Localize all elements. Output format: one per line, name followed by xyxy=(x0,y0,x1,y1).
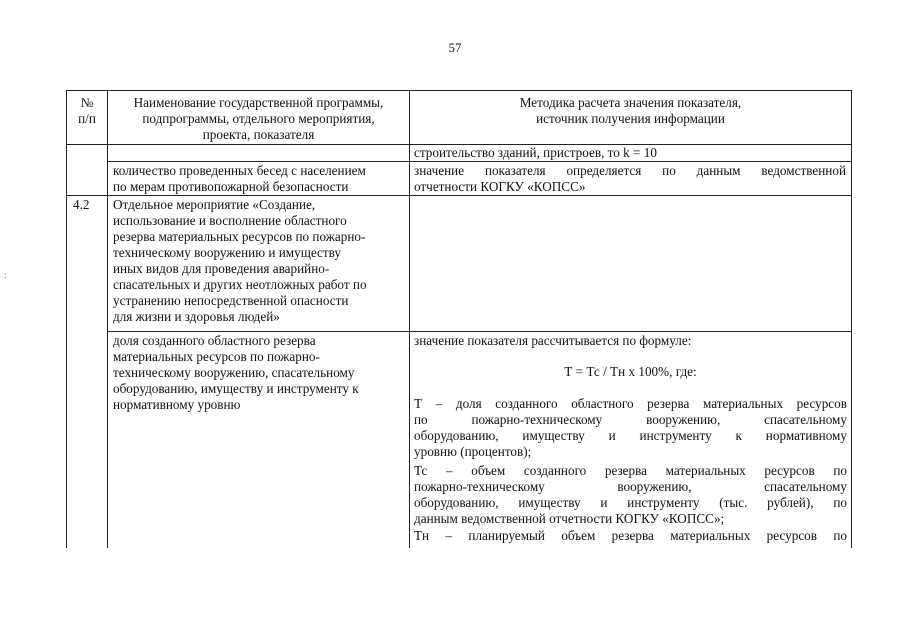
continuation-method-text: строительство зданий, пристроев, то k = 10 xyxy=(414,145,657,160)
header-number-line: п/п xyxy=(78,111,96,126)
talks-method-line: значение показателя определяется по данным ведомственной xyxy=(414,163,846,178)
measure-name-line: Отдельное мероприятие «Создание, xyxy=(113,197,316,212)
definition-tn xyxy=(414,528,847,544)
measure-name xyxy=(113,197,405,325)
table-border-top xyxy=(66,90,852,91)
definition-t-line: оборудованию, имуществу и инструменту к нормативному xyxy=(414,428,847,443)
talks-name-line: количество проведенных бесед с населением xyxy=(113,163,366,178)
row-separator xyxy=(66,195,852,196)
definition-tc-line: пожарно-техническому вооружению, спасательному xyxy=(414,479,847,494)
measure-name-line: техническому вооружению и имуществу xyxy=(113,245,342,260)
table-border-left xyxy=(66,90,67,548)
measure-name-line: спасательных и других неотложных работ по xyxy=(113,277,367,292)
header-method-line: Методика расчета значения показателя, xyxy=(519,95,742,110)
margin-mark: : xyxy=(4,270,7,280)
row-separator xyxy=(108,331,852,332)
header-name-label xyxy=(108,95,409,143)
definition-tn-line: Тн – планируемый объем резерва материальных ресурсов по xyxy=(414,528,847,543)
definition-t xyxy=(414,396,847,460)
definition-t-line: по пожарно-техническому вооружению, спасательному xyxy=(414,412,847,427)
definition-tc-line: Тс – объем созданного резерва материальных ресурсов по xyxy=(414,463,847,478)
talks-method-text xyxy=(414,163,846,195)
definition-tc-line: оборудованию, имуществу и инструменту (тыс. рублей), по xyxy=(414,495,847,510)
header-name-line: Наименование государственной программы, xyxy=(133,95,384,110)
measure-name-line: для жизни и здоровья людей» xyxy=(113,309,280,324)
definition-t-line: уровню (процентов); xyxy=(414,444,532,459)
formula: Т = Тс / Тн х 100%, где: xyxy=(564,364,697,379)
share-indicator-name xyxy=(113,333,405,413)
row-number: 4.2 xyxy=(73,197,90,212)
definition-t-line: Т – доля созданного областного резерва материальных ресурсов xyxy=(414,396,847,411)
measure-name-line: использование и восполнение областного xyxy=(113,213,347,228)
measure-name-line: резерва материальных ресурсов по пожарно- xyxy=(113,229,366,244)
header-name-line: подпрограммы, отдельного мероприятия, xyxy=(142,111,375,126)
header-name-line: проекта, показателя xyxy=(202,127,315,142)
header-method-line: источник получения информации xyxy=(536,111,725,126)
header-number-label xyxy=(67,95,107,127)
talks-name-line: по мерам противопожарной безопасности xyxy=(113,179,349,194)
talks-method-line: отчетности КОГКУ «КОПСС» xyxy=(414,179,586,194)
column-divider xyxy=(409,90,410,548)
share-name-line: нормативному уровню xyxy=(113,397,241,412)
page-number: 57 xyxy=(448,40,462,55)
row-separator xyxy=(108,161,852,162)
column-divider xyxy=(107,90,108,548)
measure-name-line: иных видов для проведения аварийно- xyxy=(113,261,330,276)
share-name-line: оборудованию, имуществу и инструменту к xyxy=(113,381,359,396)
share-name-line: материальных ресурсов по пожарно- xyxy=(113,349,320,364)
header-method-label xyxy=(410,95,851,127)
table-border-right xyxy=(851,90,852,548)
header-number-line: № xyxy=(80,95,94,110)
share-name-line: доля созданного областного резерва xyxy=(113,333,316,348)
share-name-line: техническому вооружению, спасательному xyxy=(113,365,355,380)
method-intro: значение показателя рассчитывается по формуле: xyxy=(414,333,692,348)
definition-tc xyxy=(414,463,847,527)
definition-tc-line: данным ведомственной отчетности КОГКУ «КОПСС»; xyxy=(414,511,725,526)
measure-name-line: устранению непосредственной опасности xyxy=(113,293,349,308)
talks-indicator-name xyxy=(113,163,405,195)
